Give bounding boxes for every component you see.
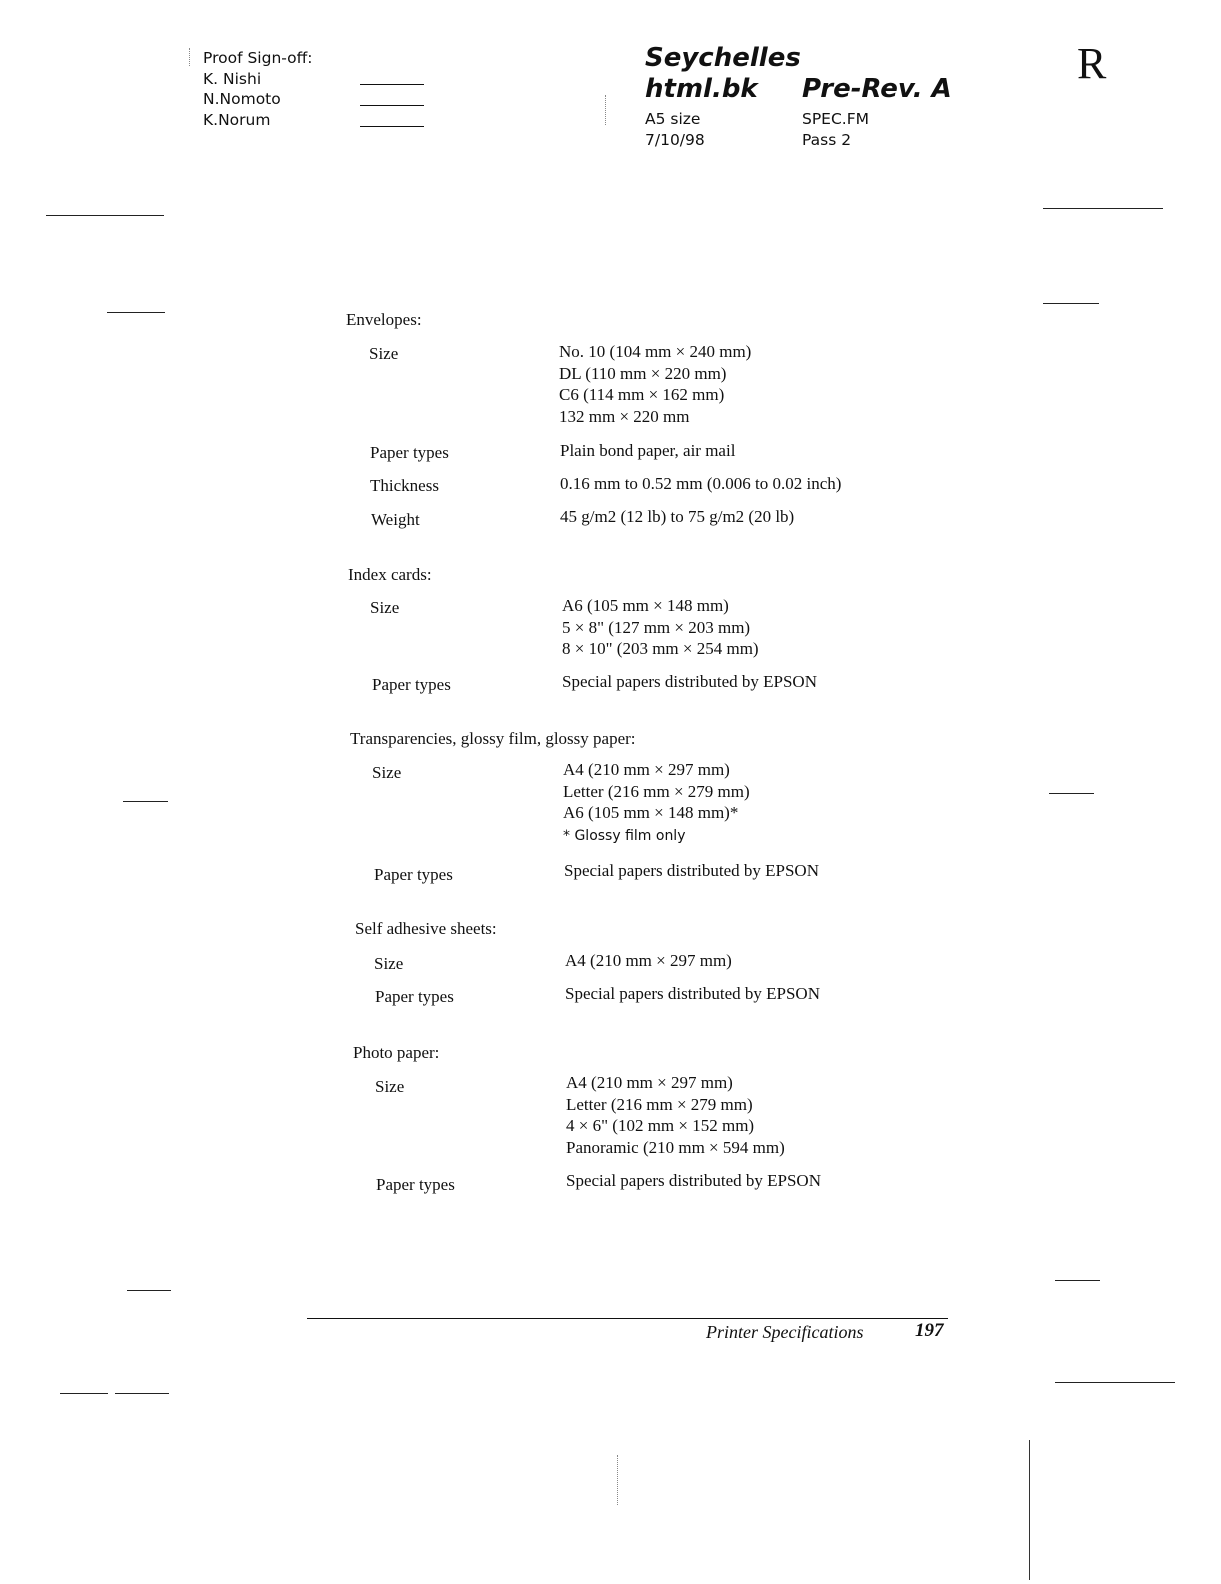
- value-line: 4 × 6" (102 mm × 152 mm): [566, 1116, 755, 1135]
- page-number: 197: [915, 1320, 944, 1341]
- signoff-title: Proof Sign-off:: [203, 49, 313, 67]
- row-value: [563, 759, 750, 847]
- row-label: Size: [375, 1077, 405, 1096]
- row-label: Size: [370, 598, 400, 617]
- crop-mark-vertical: [1029, 1440, 1030, 1580]
- row-label: Size: [372, 763, 402, 782]
- date: 7/10/98: [645, 131, 705, 149]
- row-label: Weight: [371, 510, 420, 529]
- crop-mark: [1043, 303, 1099, 304]
- row-value: Special papers distributed by EPSON: [565, 984, 820, 1003]
- signoff-line-2: [360, 105, 424, 106]
- section-title: Photo paper:: [353, 1043, 440, 1062]
- row-value: Special papers distributed by EPSON: [564, 861, 819, 880]
- value-line: Panoramic (210 mm × 594 mm): [566, 1137, 785, 1157]
- row-value: [566, 1072, 785, 1158]
- value-line: 5 × 8" (127 mm × 203 mm): [562, 617, 751, 637]
- row-label: Size: [374, 954, 404, 973]
- value-line: A6 (105 mm × 148 mm): [562, 596, 729, 615]
- value-line: A6 (105 mm × 148 mm)*: [563, 803, 739, 822]
- book-file: html.bk: [645, 74, 758, 104]
- row-value: A4 (210 mm × 297 mm): [565, 951, 732, 970]
- row-value: [559, 341, 751, 427]
- crop-mark: [46, 215, 164, 216]
- revision: Pre-Rev. A: [802, 74, 952, 104]
- crop-mark: [1055, 1280, 1100, 1281]
- crop-mark: [123, 801, 168, 802]
- corner-letter: R: [1077, 39, 1107, 88]
- row-label: Paper types: [376, 1175, 455, 1194]
- value-line: Letter (216 mm × 279 mm): [563, 781, 750, 801]
- signoff-name-1: K. Nishi: [203, 69, 262, 88]
- row-value: 0.16 mm to 0.52 mm (0.006 to 0.02 inch): [560, 474, 842, 493]
- row-value: 45 g/m2 (12 lb) to 75 g/m2 (20 lb): [560, 507, 795, 526]
- row-label: Size: [369, 344, 399, 363]
- crop-mark: [127, 1290, 171, 1291]
- value-line: A4 (210 mm × 297 mm): [566, 1073, 733, 1092]
- section-title: Transparencies, glossy film, glossy paper:: [350, 729, 636, 748]
- pass: Pass 2: [802, 131, 852, 149]
- center-tick: [605, 95, 606, 125]
- signoff-name-2: N.Nomoto: [203, 90, 281, 108]
- row-value: Special papers distributed by EPSON: [566, 1171, 821, 1190]
- crop-mark: [115, 1393, 169, 1394]
- paper-size: A5 size: [645, 110, 701, 128]
- row-value: Special papers distributed by EPSON: [562, 672, 817, 691]
- footnote: * Glossy film only: [563, 827, 686, 844]
- row-value: [562, 595, 759, 660]
- signoff-name-3: K.Norum: [203, 110, 271, 129]
- crop-mark: [1043, 208, 1163, 209]
- value-line: A4 (210 mm × 297 mm): [563, 760, 730, 779]
- row-label: Paper types: [375, 987, 454, 1006]
- crop-mark: [1049, 793, 1094, 794]
- book-title: Seychelles: [645, 43, 801, 73]
- section-title: Self adhesive sheets:: [355, 919, 497, 938]
- value-line: No. 10 (104 mm × 240 mm): [559, 342, 752, 361]
- row-label: Paper types: [372, 675, 451, 694]
- chapter-title: Printer Specifications: [706, 1322, 864, 1342]
- value-line: Letter (216 mm × 279 mm): [566, 1094, 753, 1114]
- row-label: Paper types: [370, 443, 449, 462]
- value-line: 132 mm × 220 mm: [559, 406, 690, 426]
- proof-signoff: [203, 48, 313, 130]
- row-label: Thickness: [370, 476, 439, 495]
- signoff-line-3: [360, 126, 424, 127]
- section-title: Index cards:: [348, 565, 432, 584]
- crop-mark: [1055, 1382, 1175, 1383]
- center-tick: [617, 1455, 618, 1505]
- footer-rule: [307, 1318, 948, 1319]
- row-label: Paper types: [374, 865, 453, 884]
- value-line: DL (110 mm × 220 mm): [559, 363, 727, 383]
- value-line: C6 (114 mm × 162 mm): [559, 385, 725, 404]
- crop-mark: [107, 312, 165, 313]
- signoff-line-1: [360, 84, 424, 85]
- value-line: 8 × 10" (203 mm × 254 mm): [562, 639, 759, 658]
- section-title: Envelopes:: [346, 310, 422, 329]
- crop-mark: [60, 1393, 108, 1394]
- file-name: SPEC.FM: [802, 110, 870, 128]
- row-value: Plain bond paper, air mail: [560, 441, 736, 460]
- margin-tick: [189, 48, 190, 66]
